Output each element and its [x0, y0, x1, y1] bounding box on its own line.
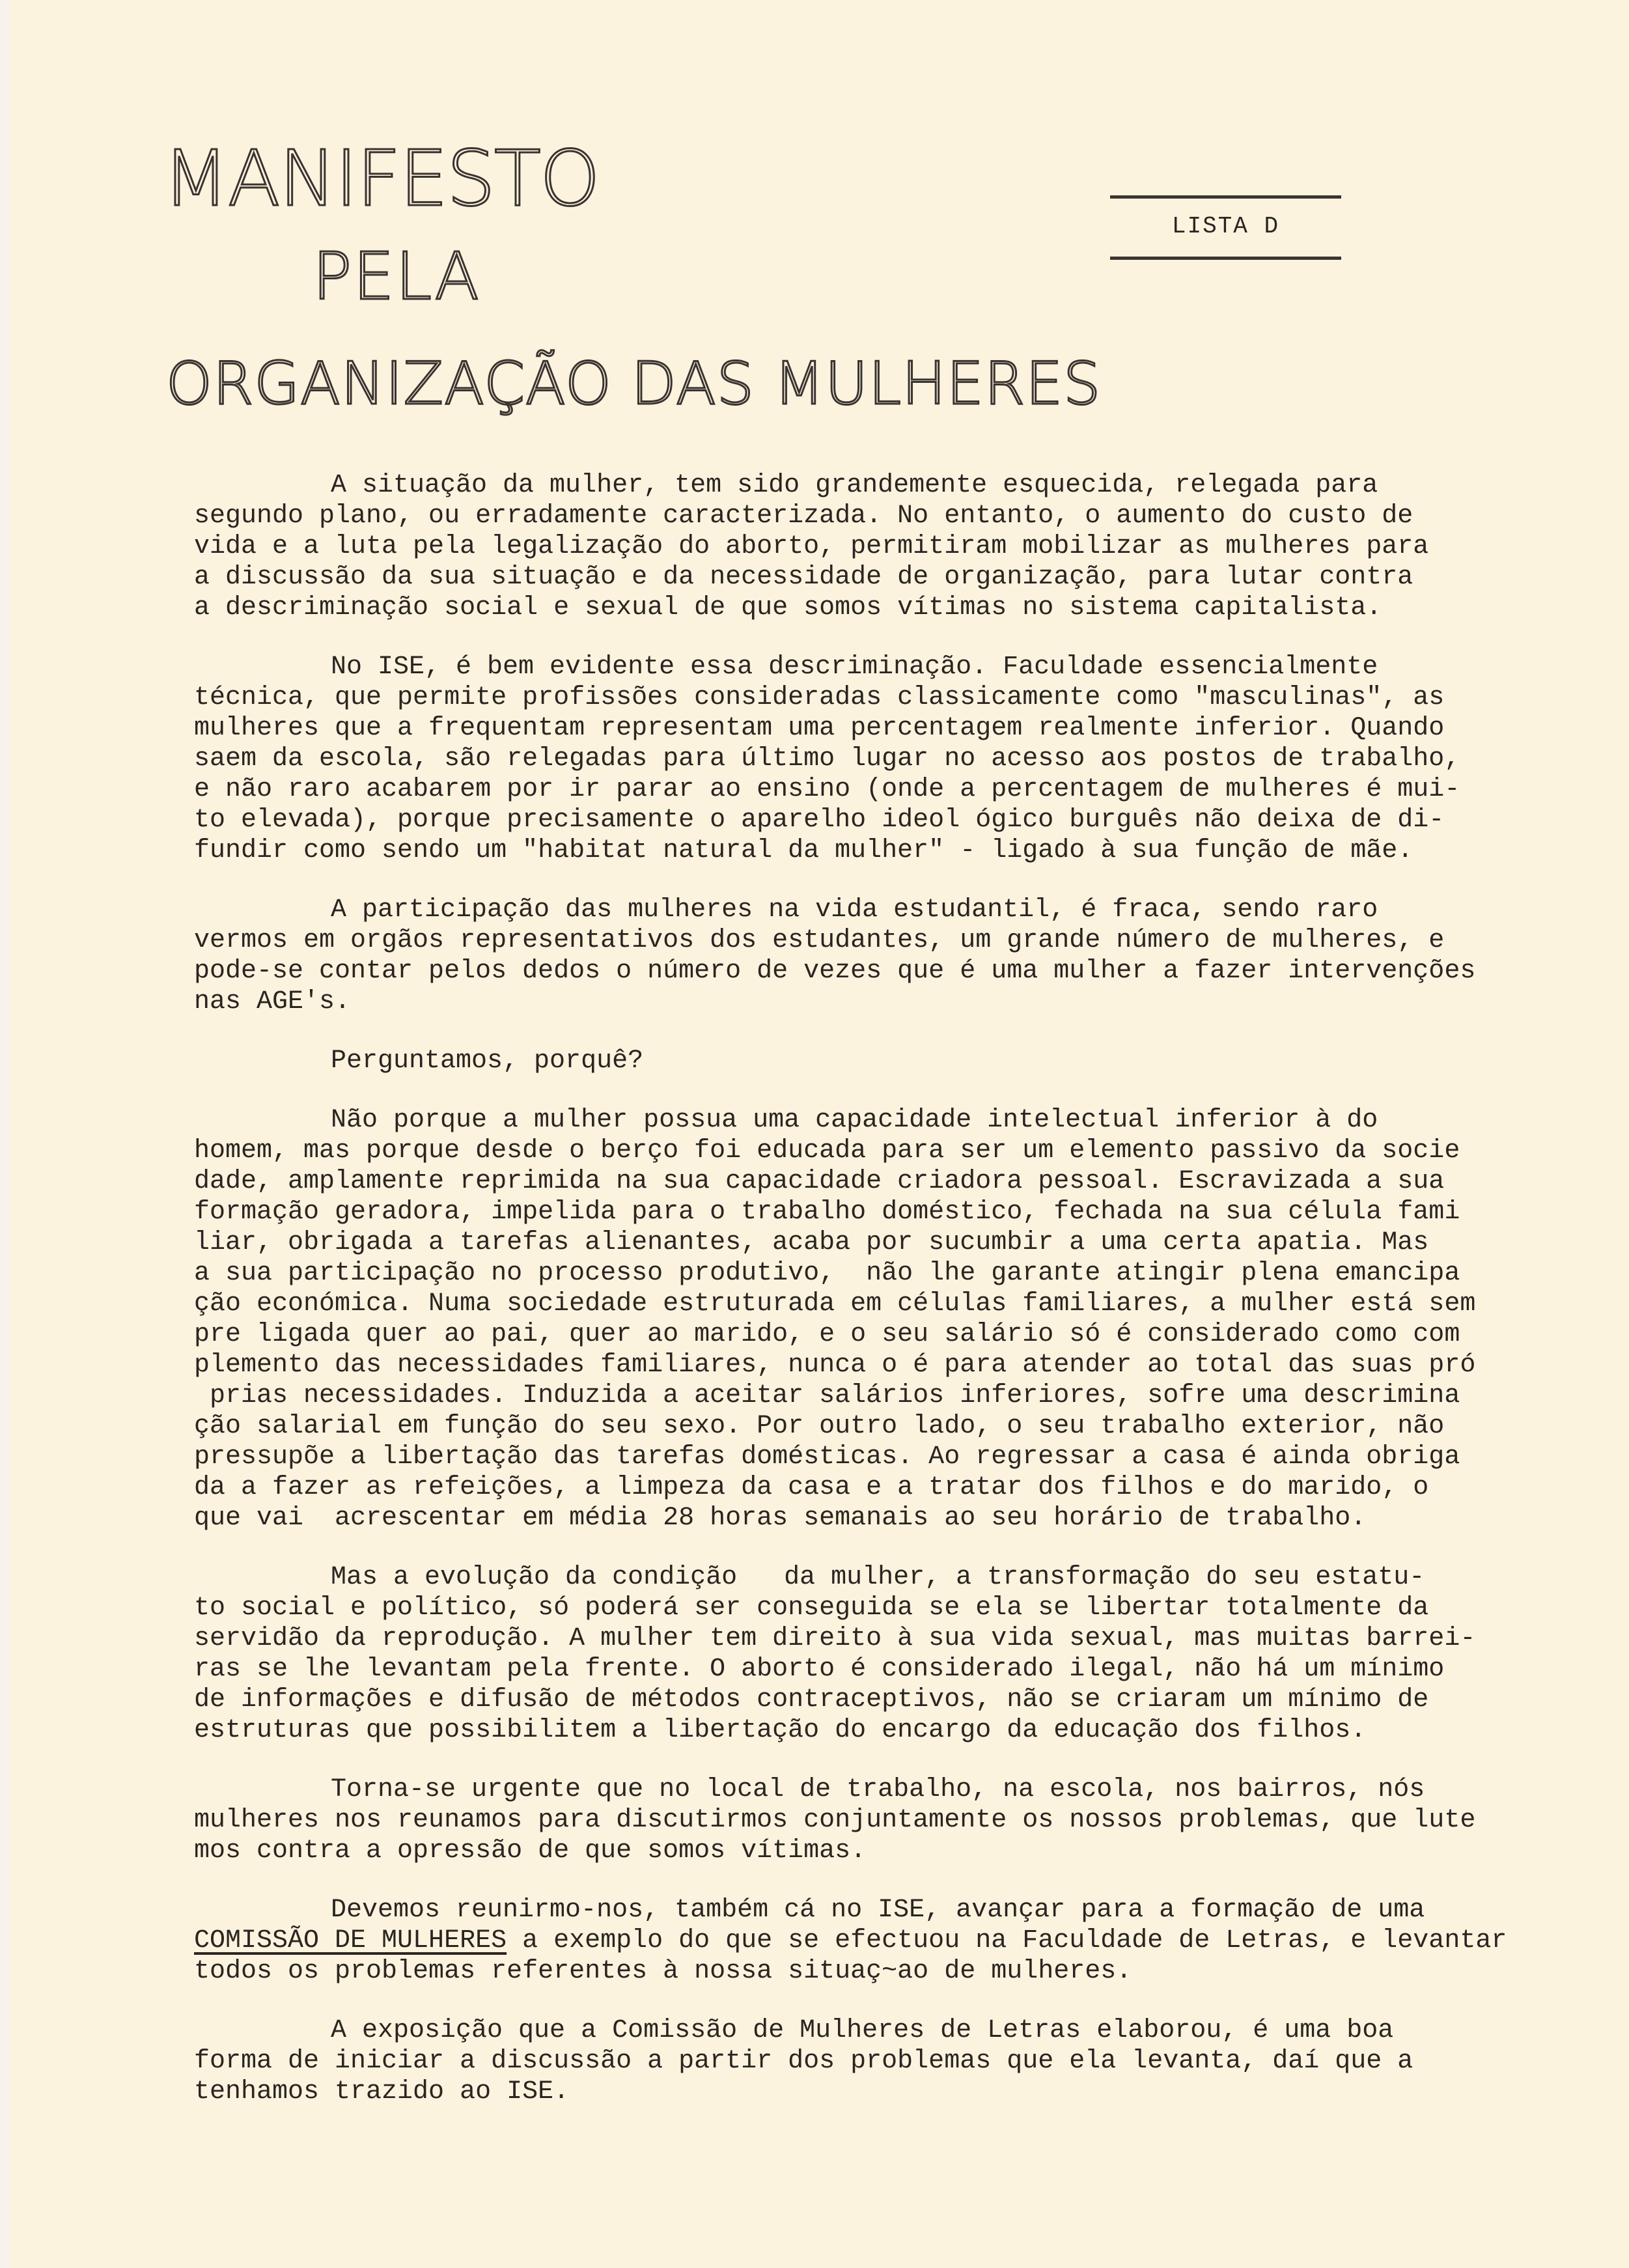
- text-line: de informações e difusão de métodos contraceptivos, não se criaram um mínimo de: [194, 1685, 1429, 1715]
- text-line: segundo plano, ou erradamente caracterizada. No entanto, o aumento do custo de: [194, 501, 1413, 531]
- text-line: pre ligada quer ao pai, quer ao marido, e o seu salário só é considerado como com: [194, 1320, 1460, 1349]
- text-line: vermos em orgãos representativos dos estudantes, um grande número de mulheres, e: [194, 926, 1445, 955]
- paper-edge: [0, 0, 10, 2268]
- text-line: e não raro acabarem por ir parar ao ensino (onde a percentagem de mulheres é mui-: [194, 775, 1460, 804]
- title-line-organizacao: ORGANIZAÇÃO DAS MULHERES: [166, 350, 1102, 418]
- text-line: homem, mas porque desde o berço foi educada para ser um elemento passivo da socie: [194, 1136, 1460, 1166]
- title-line-pela: PELA: [313, 238, 480, 315]
- text-line: mulheres nos reunamos para discutirmos conjuntamente os nossos problemas, que lute: [194, 1806, 1476, 1835]
- text-line: tenhamos trazido ao ISE.: [194, 2077, 570, 2107]
- text-line: técnica, que permite profissões consideradas classicamente como "masculinas", as: [194, 683, 1445, 712]
- text-line: Devemos reunirmo-nos, também cá no ISE, avançar para a formação de uma: [331, 1896, 1425, 1925]
- text-line: vida e a luta pela legalização do aborto, permitiram mobilizar as mulheres para: [194, 532, 1429, 561]
- text-line-rest: a exemplo do que se efectuou na Faculdade de Letras, e levantar: [507, 1926, 1507, 1955]
- text-line: todos os problemas referentes à nossa situaç~ao de mulheres.: [194, 1957, 1132, 1986]
- paragraph-9: [194, 2015, 1535, 2107]
- text-line: Não porque a mulher possua uma capacidade intelectual inferior à do: [331, 1106, 1378, 1135]
- text-line: to elevada), porque precisamente o aparelho ideol ógico burguês não deixa de di-: [194, 805, 1445, 835]
- paragraph-5: [194, 1105, 1535, 1533]
- text-line: saem da escola, são relegadas para último lugar no acesso aos postos de trabalho,: [194, 744, 1460, 774]
- text-line: liar, obrigada a tarefas alienantes, acaba por sucumbir a uma certa apatia. Mas: [194, 1228, 1429, 1257]
- paragraph-6: [194, 1562, 1535, 1746]
- paragraph-2: [194, 652, 1535, 866]
- text-line: dade, amplamente reprimida na sua capacidade criadora pessoal. Escravizada a sua: [194, 1167, 1445, 1196]
- text-line: fundir como sendo um "habitat natural da mulher" - ligado à sua função de mãe.: [194, 836, 1413, 865]
- text-line: estruturas que possibilitem a libertação do encargo da educação dos filhos.: [194, 1716, 1367, 1745]
- text-line: nas AGE's.: [194, 987, 351, 1016]
- list-label-box: [1110, 195, 1341, 260]
- comissao-de-mulheres-underlined: COMISSÃO DE MULHERES: [194, 1926, 507, 1955]
- text-line: ção salarial em função do seu sexo. Por outro lado, o seu trabalho exterior, não: [194, 1412, 1445, 1441]
- text-line: plemento das necessidades familiares, nunca o é para atender ao total das suas pró: [194, 1351, 1476, 1380]
- paragraph-1: [194, 470, 1535, 623]
- text-line: A participação das mulheres na vida estudantil, é fraca, sendo raro: [331, 895, 1378, 925]
- text-line: a descriminação social e sexual de que somos vítimas no sistema capitalista.: [194, 593, 1382, 623]
- text-line: da a fazer as refeições, a limpeza da casa e a tratar dos filhos e do marido, o: [194, 1473, 1429, 1502]
- text-line: prias necessidades. Induzida a aceitar salários inferiores, sofre uma descrimina: [194, 1381, 1460, 1410]
- list-label: LISTA D: [1171, 213, 1280, 240]
- text-line: A situação da mulher, tem sido grandemente esquecida, relegada para: [331, 471, 1378, 500]
- paragraph-question: [194, 1046, 1535, 1076]
- text-line: mos contra a opressão de que somos vítimas.: [194, 1836, 867, 1866]
- text-line: A exposição que a Comissão de Mulheres de Letras elaborou, é uma boa: [331, 2016, 1394, 2045]
- paragraph-7: [194, 1774, 1535, 1866]
- text-line: a discussão da sua situação e da necessidade de organização, para lutar contra: [194, 563, 1413, 592]
- paragraph-8: [194, 1895, 1535, 1987]
- text-line: ção económica. Numa sociedade estruturada em células familiares, a mulher está sem: [194, 1289, 1476, 1319]
- list-label-bottom-rule: [1110, 257, 1341, 260]
- text-line: Mas a evolução da condição da mulher, a transformação do seu estatu-: [331, 1563, 1425, 1592]
- text-line: servidão da reprodução. A mulher tem direito à sua vida sexual, mas muitas barrei-: [194, 1624, 1476, 1653]
- manifesto-body: [194, 470, 1535, 2136]
- text-line: a sua participação no processo produtivo, não lhe garante atingir plena emancipa: [194, 1259, 1460, 1288]
- text-line: to social e político, só poderá ser conseguida se ela se libertar totalmente da: [194, 1593, 1429, 1623]
- text-line: ras se lhe levantam pela frente. O aborto é considerado ilegal, não há um mínimo: [194, 1655, 1445, 1684]
- title-line-manifesto: MANIFESTO: [163, 133, 599, 223]
- text-line: formação geradora, impelida para o trabalho doméstico, fechada na sua célula fami: [194, 1197, 1460, 1227]
- text-line: pode-se contar pelos dedos o número de vezes que é uma mulher a fazer intervenções: [194, 957, 1476, 986]
- text-line: que vai acrescentar em média 28 horas semanais ao seu horário de trabalho.: [194, 1504, 1367, 1533]
- text-line: pressupõe a libertação das tarefas domésticas. Ao regressar a casa é ainda obriga: [194, 1442, 1460, 1472]
- text-line: forma de iniciar a discussão a partir dos problemas que ela levanta, daí que a: [194, 2047, 1413, 2076]
- text-line: mulheres que a frequentam representam uma percentagem realmente inferior. Quando: [194, 714, 1445, 743]
- text-line: Perguntamos, porquê?: [331, 1046, 644, 1076]
- text-line: No ISE, é bem evidente essa descriminação. Faculdade essencialmente: [331, 652, 1378, 682]
- text-line-with-underline: [194, 1925, 1535, 1956]
- paragraph-3: [194, 895, 1535, 1017]
- text-line: Torna-se urgente que no local de trabalho, na escola, nos bairros, nós: [331, 1775, 1425, 1804]
